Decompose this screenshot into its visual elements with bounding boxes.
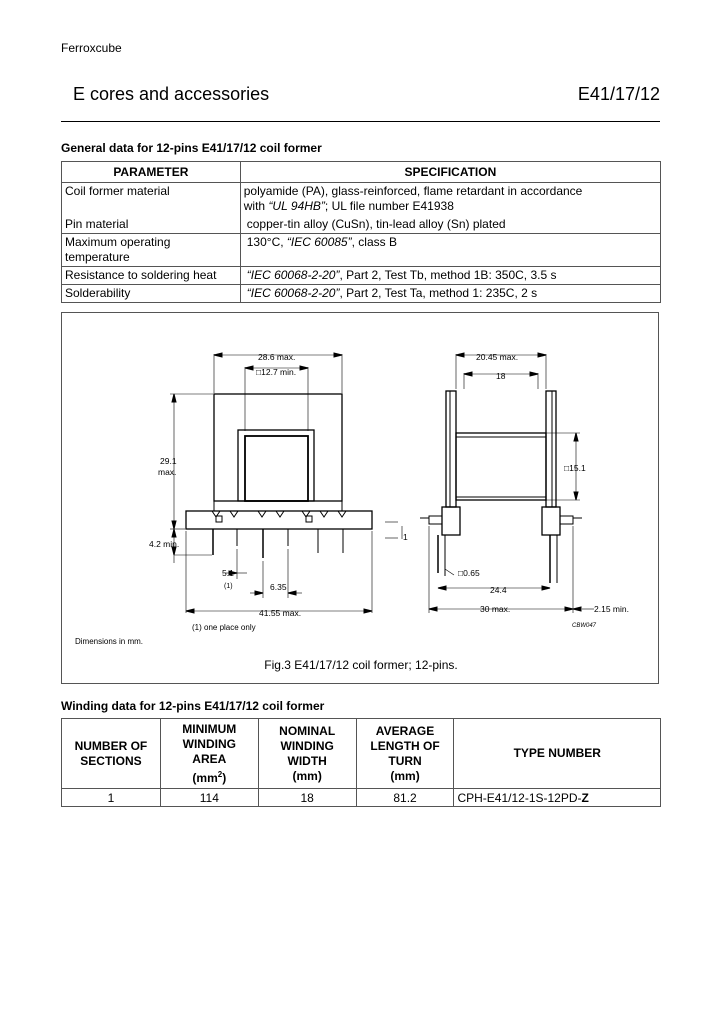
- coil-former-drawing: [62, 313, 660, 685]
- figure-frame: [61, 312, 659, 684]
- col-header-sections: NUMBER OF SECTIONS: [62, 719, 161, 789]
- table-row: [62, 215, 661, 234]
- dim-label: □0.65: [458, 568, 480, 578]
- table-header-row: [62, 162, 661, 183]
- table-row: [62, 267, 661, 285]
- dim-label: 29.1: [160, 456, 177, 466]
- spec-cell: 130°C, “IEC 60085”, class B: [240, 234, 660, 267]
- figure-caption: Fig.3 E41/17/12 coil former; 12-pins.: [264, 658, 458, 672]
- dim-label: 1: [403, 532, 408, 542]
- width-cell: 18: [258, 789, 356, 807]
- dim-label: 20.45 max.: [476, 352, 519, 362]
- col-header-width: NOMINAL WINDING WIDTH (mm): [258, 719, 356, 789]
- dimension-note: Dimensions in mm.: [75, 637, 144, 646]
- dim-label: max.: [158, 467, 177, 477]
- front-view: [170, 353, 398, 613]
- page-title: E cores and accessories: [73, 84, 270, 104]
- length-cell: 81.2: [356, 789, 454, 807]
- col-header-type: TYPE NUMBER: [454, 719, 661, 789]
- col-header-specification: SPECIFICATION: [240, 162, 660, 183]
- dim-label: □12.7 min.: [256, 367, 297, 377]
- table-header-row: [62, 719, 661, 789]
- param-cell: [62, 183, 241, 216]
- spec-text: polyamide (PA), glass-reinforced, flame retardant in accordance: [243, 184, 583, 198]
- general-data-table: [61, 161, 661, 303]
- winding-data-heading: Winding data for 12-pins E41/17/12 coil former: [61, 699, 325, 713]
- type-number-cell: CPH-E41/12-1S-12PD-Z: [454, 789, 661, 807]
- table-row: [62, 234, 661, 267]
- spec-cell: [240, 183, 660, 216]
- param-text: Coil former material: [65, 184, 170, 198]
- dim-label: 4.2 min.: [149, 539, 180, 549]
- side-view: [402, 353, 594, 613]
- param-cell: Resistance to soldering heat: [62, 267, 241, 285]
- table-row: [62, 183, 661, 216]
- dim-label: (1): [224, 583, 233, 590]
- header-rule: [61, 121, 660, 122]
- dim-label: 41.55 max.: [259, 608, 302, 618]
- spec-cell: “IEC 60068-2-20”, Part 2, Test Tb, method 1B: 350C, 3.5 s: [240, 267, 660, 285]
- dim-label: 2.15 min.: [594, 604, 629, 614]
- spec-text: with “UL 94HB”; UL file number E41938: [243, 199, 454, 213]
- dim-label: □15.1: [564, 463, 586, 473]
- dim-label: 28.6 max.: [258, 352, 296, 362]
- company-name: Ferroxcube: [61, 41, 122, 55]
- sections-cell: 1: [62, 789, 161, 807]
- dim-label: 18: [496, 371, 506, 381]
- winding-data-table: [61, 718, 661, 807]
- col-header-parameter: PARAMETER: [62, 162, 241, 183]
- col-header-length: AVERAGE LENGTH OF TURN (mm): [356, 719, 454, 789]
- dim-label: 6.35: [270, 582, 287, 592]
- param-cell: Maximum operating temperature: [62, 234, 241, 267]
- spec-cell: “IEC 60068-2-20”, Part 2, Test Ta, method 1: 235C, 2 s: [240, 285, 660, 303]
- spec-cell: copper-tin alloy (CuSn), tin-lead alloy (Sn) plated: [240, 215, 660, 234]
- param-cell: Pin material: [62, 215, 241, 234]
- dim-label: 5.1: [222, 568, 234, 578]
- dim-label: 24.4: [490, 585, 507, 595]
- table-row: [62, 285, 661, 303]
- dim-label: 30 max.: [480, 604, 511, 614]
- product-code: E41/17/12: [577, 84, 660, 104]
- col-header-area: MINIMUM WINDING AREA $(mm^2)$: [160, 719, 258, 789]
- area-cell: 114: [160, 789, 258, 807]
- param-cell: Solderability: [62, 285, 241, 303]
- general-data-heading: General data for 12-pins E41/17/12 coil former: [61, 141, 322, 155]
- table-row: [62, 789, 661, 807]
- dim-label: (1) one place only: [192, 623, 256, 632]
- figure-ref: CBW047: [572, 623, 597, 629]
